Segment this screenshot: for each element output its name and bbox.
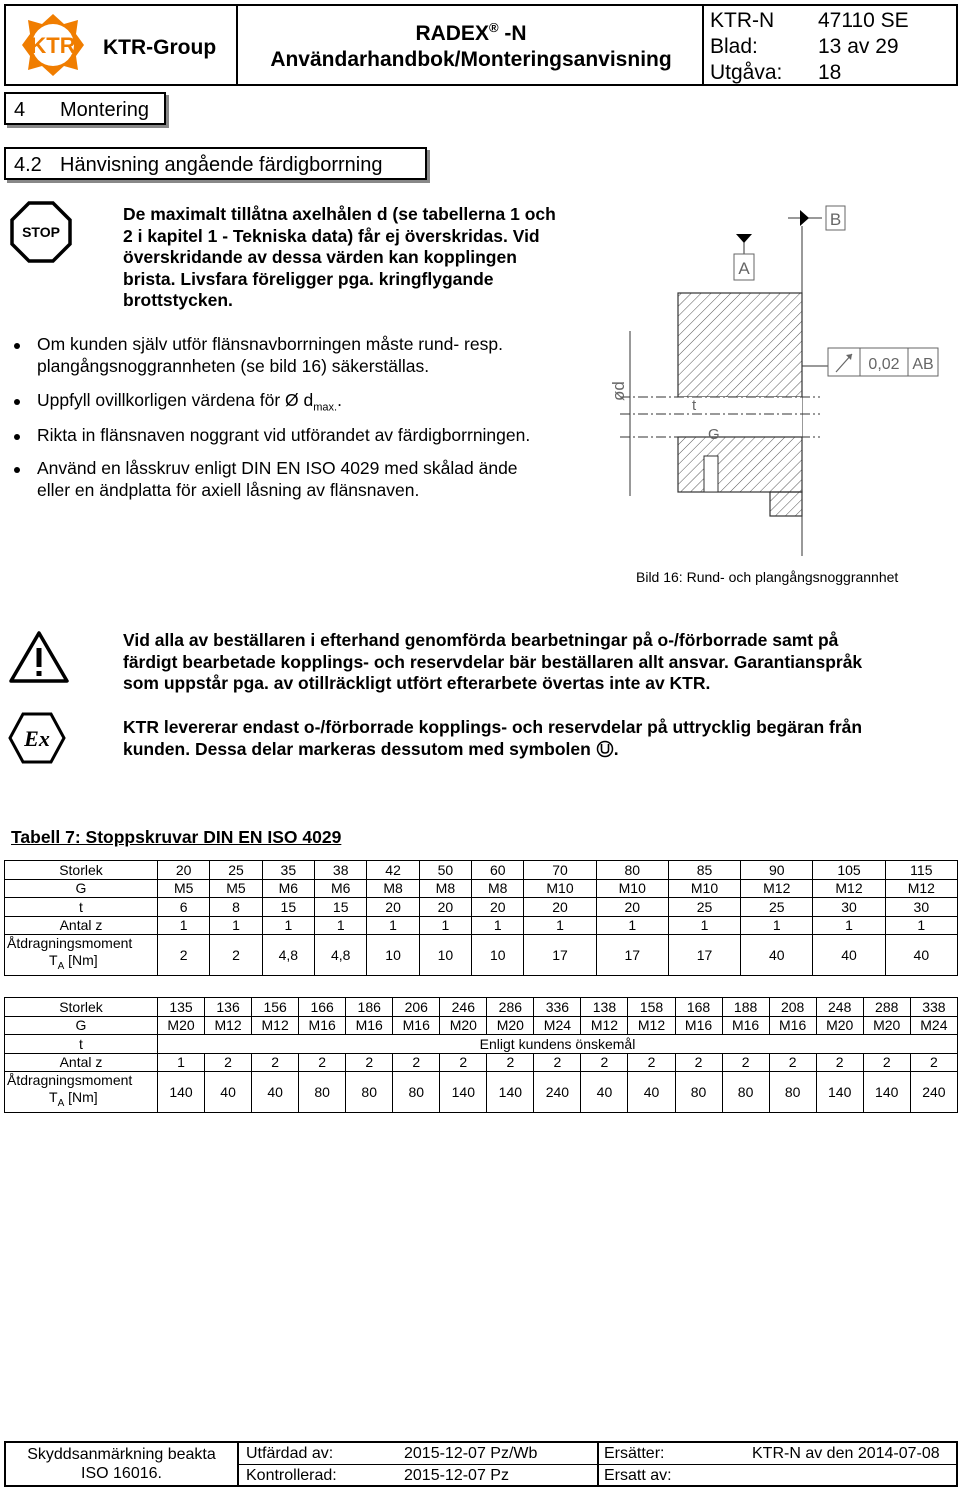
doc-number: 47110 SE	[818, 9, 909, 32]
table-cell: 1	[668, 916, 740, 935]
sheet-value: 13 av 29	[818, 35, 899, 58]
table-cell: 208	[769, 998, 816, 1017]
set-screw-hole	[704, 456, 718, 492]
table-cell: 140	[158, 1072, 205, 1113]
table-cell: 40	[205, 1072, 252, 1113]
table-row-t	[5, 898, 958, 917]
warning-text	[123, 630, 943, 695]
table-row-storlek	[5, 861, 958, 880]
edition-value: 18	[818, 61, 842, 84]
company-name: KTR-Group	[103, 36, 217, 59]
subsection-number: 4.2	[14, 154, 42, 176]
table-cell: 105	[813, 861, 885, 880]
table-cell: 2	[863, 1053, 910, 1072]
table-cell: 2	[299, 1053, 346, 1072]
row-label: G	[5, 1016, 158, 1035]
unit-text: [Nm]	[64, 1089, 98, 1105]
table-cell: 1	[524, 916, 596, 935]
table-cell: M20	[487, 1016, 534, 1035]
ex-line: KTR levererar endast o-/förborrade kopplings- och reservdelar på uttrycklig begäran från	[123, 717, 863, 737]
datum-a-label: A	[738, 259, 750, 278]
table-cell: 136	[205, 998, 252, 1017]
bullet-prefix: Uppfyll ovillkorligen värdena för Ø d	[37, 390, 314, 410]
stop-warning-text	[123, 204, 556, 312]
table-cell: M16	[769, 1016, 816, 1035]
torque-unit-label	[7, 1089, 157, 1112]
table-row-g	[5, 879, 958, 898]
table-cell: M12	[741, 879, 813, 898]
issued-label: Utfärdad av:	[246, 1445, 334, 1462]
table-cell: 1	[472, 916, 524, 935]
stop-line: överskridande av dessa värden kan kopplingen	[123, 247, 517, 267]
table-cell: 10	[419, 935, 471, 976]
table-cell: 168	[675, 998, 722, 1017]
table-cell: 80	[393, 1072, 440, 1113]
table-cell: 156	[252, 998, 299, 1017]
replaced-by-label: Ersatt av:	[604, 1467, 672, 1484]
replaces-label: Ersätter:	[604, 1445, 665, 1462]
table-cell: M16	[675, 1016, 722, 1035]
table-cell: 40	[741, 935, 813, 976]
table-cell: 50	[419, 861, 471, 880]
bullet-line: Rikta in flänsnaven noggrant vid utförandet av färdigborrningen.	[37, 425, 531, 445]
replaces-value: KTR-N av den 2014-07-08	[752, 1445, 940, 1462]
header-title-cell	[238, 6, 704, 84]
row-label: t	[5, 1035, 158, 1054]
sheet-label: Blad:	[710, 35, 758, 58]
set-screw-table-2	[4, 997, 958, 1113]
edition-label: Utgåva:	[710, 61, 783, 84]
table-cell: 30	[813, 898, 885, 917]
table-cell: 1	[741, 916, 813, 935]
table-cell: 1	[419, 916, 471, 935]
table-cell: 80	[596, 861, 668, 880]
logo-text: KTR	[30, 33, 76, 58]
table-cell: 4,8	[262, 935, 314, 976]
table-cell: M24	[910, 1016, 957, 1035]
stop-line: 2 i kapitel 1 - Tekniska data) får ej överskridas. Vid	[123, 225, 540, 246]
table-cell: 20	[419, 898, 471, 917]
row-label: Åtdragningsmoment	[7, 935, 133, 951]
stop-sign-icon	[10, 201, 72, 263]
table-cell: 25	[741, 898, 813, 917]
table-cell: 38	[315, 861, 367, 880]
table-cell: 80	[346, 1072, 393, 1113]
table-cell: M6	[262, 879, 314, 898]
table-cell: 1	[315, 916, 367, 935]
product-suffix: -N	[498, 22, 527, 45]
hub-upper-section	[678, 293, 802, 397]
footer-divider	[239, 1464, 956, 1465]
protection-line: Skyddsanmärkning beakta	[27, 1446, 216, 1463]
table-cell: 20	[158, 861, 210, 880]
table-title: Tabell 7: Stoppskruvar DIN EN ISO 4029	[11, 827, 342, 847]
datum-b-label: B	[829, 210, 842, 229]
bullet-line: eller en ändplatta för axiell låsning av flänsnaven.	[37, 479, 420, 500]
row-label: Storlek	[5, 861, 158, 880]
bore	[678, 397, 802, 437]
table-cell: 2	[910, 1053, 957, 1072]
table-cell: 25	[210, 861, 262, 880]
table-cell: 8	[210, 898, 262, 917]
ex-line-end: .	[613, 738, 619, 759]
bullet-text	[37, 458, 597, 501]
table-cell: 90	[741, 861, 813, 880]
table-cell: 138	[581, 998, 628, 1017]
table-cell: 2	[628, 1053, 675, 1072]
checked-label: Kontrollerad:	[246, 1467, 337, 1484]
table-cell: 1	[596, 916, 668, 935]
row-label: G	[5, 879, 158, 898]
table-cell: 60	[472, 861, 524, 880]
hub-lower-section	[678, 437, 802, 492]
table-cell: M5	[158, 879, 210, 898]
table-cell: 246	[440, 998, 487, 1017]
header-meta-cell	[704, 6, 956, 84]
registered-mark: ®	[488, 20, 499, 35]
table-cell: 80	[722, 1072, 769, 1113]
tolerance-ref: AB	[912, 356, 934, 373]
document-title: Användarhandbok/Monteringsanvisning	[270, 48, 672, 71]
bullet-line: Använd en låsskruv enligt DIN EN ISO 4029 med skålad ände	[37, 458, 518, 478]
ex-label: Ex	[24, 726, 50, 751]
unbored-symbol-icon	[596, 740, 614, 758]
table-cell: M20	[158, 1016, 205, 1035]
table-cell: M16	[346, 1016, 393, 1035]
table-cell-merged: Enligt kundens önskemål	[158, 1035, 958, 1054]
table-cell: 20	[472, 898, 524, 917]
bullet-text	[37, 334, 597, 377]
table-cell: 2	[393, 1053, 440, 1072]
table-cell: 2	[252, 1053, 299, 1072]
table-cell: 2	[205, 1053, 252, 1072]
table-cell: 6	[158, 898, 210, 917]
table-cell: 1	[158, 916, 210, 935]
table-cell: 42	[367, 861, 419, 880]
row-label: Antal z	[5, 916, 158, 935]
table-cell: M8	[367, 879, 419, 898]
table-cell: 166	[299, 998, 346, 1017]
table-row-torque	[5, 935, 958, 976]
stop-line: brista. Livsfara föreligger pga. kringflygande	[123, 268, 494, 289]
ktr-logo-icon	[20, 12, 86, 78]
table-cell: 17	[524, 935, 596, 976]
table-cell: 188	[722, 998, 769, 1017]
table-cell: 2	[210, 935, 262, 976]
row-label: Antal z	[5, 1053, 158, 1072]
diameter-label: ød	[609, 381, 628, 401]
stop-label: STOP	[22, 224, 60, 240]
table-cell: M16	[299, 1016, 346, 1035]
table-cell: 140	[816, 1072, 863, 1113]
bullet-dot	[14, 399, 20, 405]
table-cell: 286	[487, 998, 534, 1017]
table-cell: 2	[581, 1053, 628, 1072]
unit-symbol: T	[49, 952, 58, 968]
table-row-storlek	[5, 998, 958, 1017]
table-cell: 80	[769, 1072, 816, 1113]
section-number: 4	[14, 99, 26, 121]
row-label: Åtdragningsmoment	[7, 1072, 133, 1088]
table-cell: M16	[393, 1016, 440, 1035]
table-cell: 240	[534, 1072, 581, 1113]
table-cell: M10	[668, 879, 740, 898]
warning-triangle-icon	[8, 630, 70, 684]
table-cell: 140	[863, 1072, 910, 1113]
table-cell: 1	[210, 916, 262, 935]
table-row-torque	[5, 1072, 958, 1113]
table-cell: M20	[863, 1016, 910, 1035]
protection-line: ISO 16016.	[81, 1465, 162, 1482]
table-cell: 1	[158, 1053, 205, 1072]
table-cell: 35	[262, 861, 314, 880]
tolerance-value: 0,02	[868, 356, 900, 373]
table-cell: 40	[252, 1072, 299, 1113]
table-cell: M6	[315, 879, 367, 898]
table-cell: M12	[205, 1016, 252, 1035]
table-cell: 1	[885, 916, 957, 935]
table-cell: 158	[628, 998, 675, 1017]
table-cell: 186	[346, 998, 393, 1017]
table-cell: 40	[628, 1072, 675, 1113]
table-cell: 288	[863, 998, 910, 1017]
table-cell: M12	[628, 1016, 675, 1035]
table-cell: 2	[534, 1053, 581, 1072]
table-cell: 135	[158, 998, 205, 1017]
table-cell: 115	[885, 861, 957, 880]
table-cell: 2	[346, 1053, 393, 1072]
table-cell: 17	[668, 935, 740, 976]
row-label: t	[5, 898, 158, 917]
table-cell: M12	[252, 1016, 299, 1035]
set-screw-table-1	[4, 860, 958, 976]
table-cell: M8	[472, 879, 524, 898]
bullet-line: Om kunden själv utför flänsnavborrningen måste rund- resp.	[37, 334, 503, 354]
bullet-dot	[14, 434, 20, 440]
header-logo-cell	[6, 6, 238, 84]
table-cell: M8	[419, 879, 471, 898]
dim-t-label: t	[692, 397, 697, 414]
table-cell: M10	[596, 879, 668, 898]
stop-line: De maximalt tillåtna axelhålen d (se tabellerna 1 och	[123, 204, 556, 224]
doc-label: KTR-N	[710, 9, 775, 32]
table-cell: M12	[885, 879, 957, 898]
table-cell: M20	[440, 1016, 487, 1035]
table-cell: 25	[668, 898, 740, 917]
bullet-subscript: max.	[313, 401, 338, 414]
table-cell: 206	[393, 998, 440, 1017]
flange-section	[770, 492, 802, 516]
page-footer	[4, 1441, 958, 1487]
table-cell: 336	[534, 998, 581, 1017]
table-cell: 140	[440, 1072, 487, 1113]
datum-b-arrow	[800, 210, 809, 226]
product-title	[238, 20, 704, 46]
product-name: RADEX	[415, 22, 489, 45]
table-cell: M16	[722, 1016, 769, 1035]
table-cell: 2	[675, 1053, 722, 1072]
table-cell: 85	[668, 861, 740, 880]
table-cell: 17	[596, 935, 668, 976]
table-cell: 2	[722, 1053, 769, 1072]
table-cell: 140	[487, 1072, 534, 1113]
dim-g-label: G	[708, 426, 720, 443]
row-label-torque	[5, 1072, 158, 1113]
table-cell: 1	[262, 916, 314, 935]
table-cell: 2	[158, 935, 210, 976]
table-cell: 1	[367, 916, 419, 935]
checked-value: 2015-12-07 Pz	[404, 1467, 509, 1484]
subsection-heading	[4, 147, 427, 180]
bullet-dot	[14, 343, 20, 349]
atex-ex-icon	[8, 712, 66, 764]
protection-notice	[6, 1443, 239, 1485]
table-cell: 2	[816, 1053, 863, 1072]
table-cell: 10	[367, 935, 419, 976]
table-row-g	[5, 1016, 958, 1035]
table-cell: 10	[472, 935, 524, 976]
unit-sub: A	[57, 1097, 65, 1109]
section-title: Montering	[60, 99, 149, 121]
datum-a-arrow	[736, 234, 752, 243]
table-cell: 20	[524, 898, 596, 917]
unit-sub: A	[57, 960, 65, 972]
table-cell: 15	[262, 898, 314, 917]
warning-line: som uppstår pga. av otillräckligt utfört efterarbete övertas inte av KTR.	[123, 673, 711, 693]
table-cell: 240	[910, 1072, 957, 1113]
table-cell: 30	[885, 898, 957, 917]
table-cell: M20	[816, 1016, 863, 1035]
bullet-text	[37, 425, 597, 447]
figure-caption: Bild 16: Rund- och plangångsnoggrannhet	[636, 569, 899, 585]
bullet-text	[37, 390, 597, 419]
table-cell: 15	[315, 898, 367, 917]
bullet-suffix: .	[337, 390, 342, 410]
stop-line: brottstycken.	[123, 290, 233, 310]
table-cell: 1	[813, 916, 885, 935]
table-row-t	[5, 1035, 958, 1054]
table-row-z	[5, 916, 958, 935]
issued-value: 2015-12-07 Pz/Wb	[404, 1445, 538, 1462]
table-row-z	[5, 1053, 958, 1072]
page-header	[4, 4, 958, 86]
ex-text	[123, 717, 943, 760]
table-cell: 80	[675, 1072, 722, 1113]
unit-text: [Nm]	[64, 952, 98, 968]
ex-line: kunden. Dessa delar markeras dessutom med symbolen	[123, 738, 591, 759]
ex-line-2	[123, 739, 943, 761]
hub-technical-drawing	[600, 196, 950, 561]
table-cell: 80	[299, 1072, 346, 1113]
table-cell: 2	[487, 1053, 534, 1072]
table-cell: 70	[524, 861, 596, 880]
table-cell: 338	[910, 998, 957, 1017]
table-cell: 40	[813, 935, 885, 976]
subsection-title: Hänvisning angående färdigborrning	[60, 154, 383, 176]
table-cell: 40	[581, 1072, 628, 1113]
table-cell: 20	[596, 898, 668, 917]
table-cell: M12	[813, 879, 885, 898]
table-cell: 4,8	[315, 935, 367, 976]
row-label: Storlek	[5, 998, 158, 1017]
unit-symbol: T	[49, 1089, 58, 1105]
warning-line: färdigt bearbetade kopplings- och reservdelar bär beställaren allt ansvar. Garantianspråk	[123, 651, 863, 672]
table-cell: M12	[581, 1016, 628, 1035]
table-cell: 248	[816, 998, 863, 1017]
table-cell: M5	[210, 879, 262, 898]
row-label-torque	[5, 935, 158, 976]
table-cell: 2	[769, 1053, 816, 1072]
table-cell: M24	[534, 1016, 581, 1035]
bullet-line: plangångsnoggrannheten (se bild 16) säkerställas.	[37, 355, 430, 376]
torque-unit-label	[7, 952, 157, 975]
table-cell: 2	[440, 1053, 487, 1072]
table-cell: M10	[524, 879, 596, 898]
table-cell: 40	[885, 935, 957, 976]
table-cell: 20	[367, 898, 419, 917]
section-heading	[4, 92, 166, 125]
bullet-dot	[14, 467, 20, 473]
warning-line: Vid alla av beställaren i efterhand genomförda bearbetningar på o-/förborrade samt på	[123, 630, 839, 650]
